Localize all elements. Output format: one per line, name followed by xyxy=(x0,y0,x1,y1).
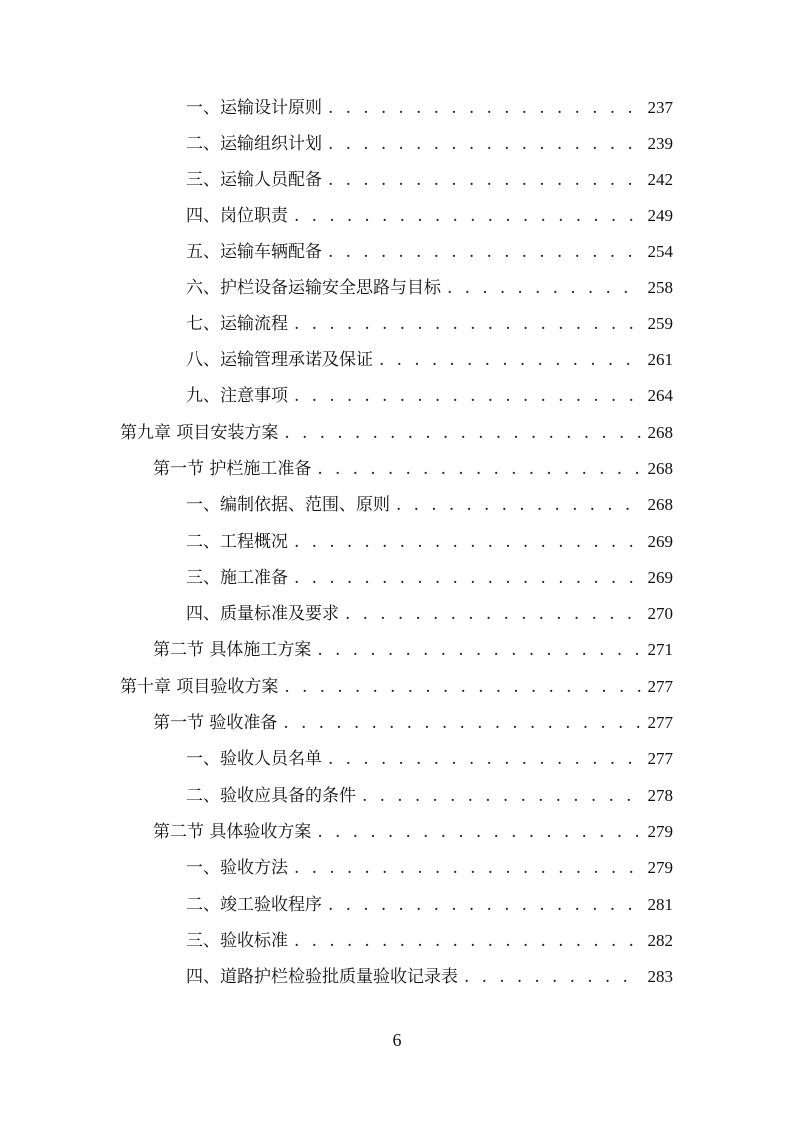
toc-entry-page: 279 xyxy=(647,858,673,877)
toc-entry-title: 七、运输流程 xyxy=(186,314,288,334)
toc-entry-title: 二、工程概况 xyxy=(186,532,288,552)
toc-entry-title: 二、验收应具备的条件 xyxy=(186,786,356,806)
toc-entry-title: 第十章 项目验收方案 xyxy=(120,677,279,697)
toc-leader-dots xyxy=(328,744,641,774)
toc-chapter-entry[interactable] xyxy=(120,418,673,448)
toc-entry[interactable] xyxy=(186,962,673,992)
toc-leader-dots xyxy=(379,345,641,375)
toc-entry[interactable] xyxy=(186,273,673,303)
toc-leader-dots xyxy=(317,635,641,665)
toc-entry-title: 一、编制依据、范围、原则 xyxy=(186,495,390,515)
toc-leader-dots xyxy=(294,201,641,231)
toc-entry-page: 264 xyxy=(647,386,673,405)
toc-entry-title: 八、运输管理承诺及保证 xyxy=(186,350,373,370)
toc-entry[interactable] xyxy=(186,309,673,339)
toc-entry-title: 第二节 具体验收方案 xyxy=(153,822,312,842)
toc-leader-dots xyxy=(328,129,641,159)
toc-leader-dots xyxy=(294,309,641,339)
toc-leader-dots xyxy=(328,93,641,123)
toc-entry-title: 五、运输车辆配备 xyxy=(186,242,322,262)
toc-entry-title: 九、注意事项 xyxy=(186,386,288,406)
toc-entry-page: 258 xyxy=(647,278,673,297)
toc-entry-page: 282 xyxy=(647,931,673,950)
toc-entry-page: 277 xyxy=(647,713,673,732)
toc-entry-page: 281 xyxy=(647,895,673,914)
toc-section-entry[interactable] xyxy=(153,708,673,738)
toc-entry-page: 268 xyxy=(647,423,673,442)
toc-entry-title: 六、护栏设备运输安全思路与目标 xyxy=(186,278,441,298)
toc-leader-dots xyxy=(447,273,641,303)
toc-entry-title: 一、运输设计原则 xyxy=(186,98,322,118)
toc-entry-page: 259 xyxy=(647,314,673,333)
toc-entry-title: 第二节 具体施工方案 xyxy=(153,640,312,660)
toc-section-entry[interactable] xyxy=(153,635,673,665)
toc-entry[interactable] xyxy=(186,563,673,593)
toc-section-entry[interactable] xyxy=(153,817,673,847)
toc-entry-page: 239 xyxy=(647,134,673,153)
toc-entry[interactable] xyxy=(186,129,673,159)
toc-entry[interactable] xyxy=(186,781,673,811)
toc-entry[interactable] xyxy=(186,926,673,956)
toc-entry-page: 254 xyxy=(647,242,673,261)
toc-entry[interactable] xyxy=(186,744,673,774)
toc-leader-dots xyxy=(328,165,641,195)
toc-entry-title: 一、验收人员名单 xyxy=(186,749,322,769)
toc-entry[interactable] xyxy=(186,165,673,195)
toc-entry-title: 三、验收标准 xyxy=(186,931,288,951)
toc-leader-dots xyxy=(294,926,641,956)
toc-entry-title: 第一节 验收准备 xyxy=(153,713,278,733)
toc-leader-dots xyxy=(317,454,641,484)
toc-entry-title: 第九章 项目安装方案 xyxy=(120,423,279,443)
toc-entry-page: 271 xyxy=(647,640,673,659)
toc-leader-dots xyxy=(317,817,641,847)
toc-entry-page: 242 xyxy=(647,170,673,189)
toc-entry-title: 一、验收方法 xyxy=(186,858,288,878)
toc-entry[interactable] xyxy=(186,201,673,231)
toc-entry[interactable] xyxy=(186,93,673,123)
toc-entry[interactable] xyxy=(186,345,673,375)
page-number: 6 xyxy=(392,1030,402,1050)
toc-leader-dots xyxy=(294,563,641,593)
toc-entry[interactable] xyxy=(186,890,673,920)
toc-leader-dots xyxy=(345,599,641,629)
toc-entry-page: 268 xyxy=(647,459,673,478)
toc-entry-page: 237 xyxy=(647,98,673,117)
toc-entry-page: 249 xyxy=(647,206,673,225)
toc-entry-page: 269 xyxy=(647,568,673,587)
toc-entry-page: 261 xyxy=(647,350,673,369)
toc-leader-dots xyxy=(328,890,641,920)
toc-entry[interactable] xyxy=(186,853,673,883)
toc-leader-dots xyxy=(464,962,641,992)
toc-entry[interactable] xyxy=(186,599,673,629)
toc-leader-dots xyxy=(284,418,641,448)
toc-leader-dots xyxy=(283,708,641,738)
toc-leader-dots xyxy=(328,237,641,267)
toc-entry[interactable] xyxy=(186,490,673,520)
toc-entry-title: 四、质量标准及要求 xyxy=(186,604,339,624)
toc-entry-title: 二、竣工验收程序 xyxy=(186,895,322,915)
toc-entry-page: 269 xyxy=(647,532,673,551)
toc-leader-dots xyxy=(284,672,641,702)
toc-leader-dots xyxy=(294,381,641,411)
toc-chapter-entry[interactable] xyxy=(120,672,673,702)
toc-entry-page: 283 xyxy=(647,967,673,986)
toc-entry[interactable] xyxy=(186,381,673,411)
toc-entry-title: 第一节 护栏施工准备 xyxy=(153,459,312,479)
toc-entry-page: 277 xyxy=(647,749,673,768)
toc-entry-page: 277 xyxy=(647,677,673,696)
toc-entry-page: 278 xyxy=(647,786,673,805)
toc-entry-title: 三、运输人员配备 xyxy=(186,170,322,190)
toc-entry[interactable] xyxy=(186,527,673,557)
toc-leader-dots xyxy=(396,490,641,520)
toc-entry[interactable] xyxy=(186,237,673,267)
toc-entry-title: 四、道路护栏检验批质量验收记录表 xyxy=(186,967,458,987)
toc-section-entry[interactable] xyxy=(153,454,673,484)
toc-entry-title: 三、施工准备 xyxy=(186,568,288,588)
toc-entry-page: 270 xyxy=(647,604,673,623)
toc-entry-page: 268 xyxy=(647,495,673,514)
toc-leader-dots xyxy=(362,781,641,811)
toc-leader-dots xyxy=(294,853,641,883)
toc-entry-title: 四、岗位职责 xyxy=(186,206,288,226)
toc-entry-page: 279 xyxy=(647,822,673,841)
toc-leader-dots xyxy=(294,527,641,557)
toc-entry-title: 二、运输组织计划 xyxy=(186,134,322,154)
